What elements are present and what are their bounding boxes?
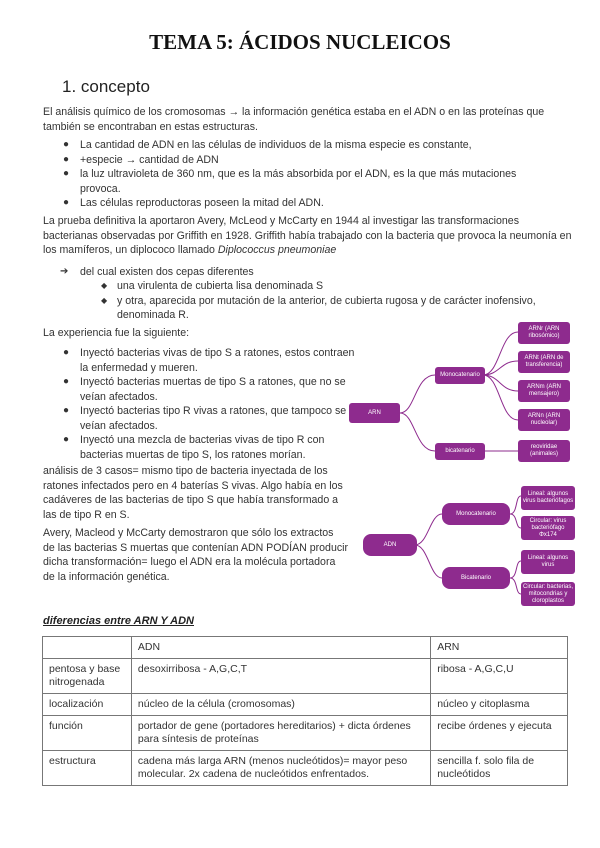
section-heading: 1. concepto: [62, 77, 150, 96]
avery-paragraph: [43, 214, 573, 258]
adn-leaf-node: Lineal: algunos virus bacteriófagos: [521, 486, 575, 510]
sub-item-text: y otra, aparecida por mutación de la anterior, de cubierta rugosa y de carácter inofensivo, denominada R.: [117, 294, 536, 321]
table-row: [43, 751, 568, 786]
diamond-bullet-icon: ◆: [101, 281, 108, 290]
list-item-text: Las células reproductoras poseen la mitad del ADN.: [80, 197, 324, 209]
arrow-item: [60, 265, 570, 280]
list-item: ● +especie → cantidad de ADN: [63, 153, 219, 166]
adn-leaf-node: Circular: virus bacteriófago Φx174: [521, 516, 575, 540]
list-item-text: Inyectó bacterias tipo R vivas a ratones, que tampoco se veían afectados.: [80, 405, 347, 432]
arn-leaf-node: reoviridae (animales): [518, 440, 570, 462]
diamond-bullet-icon: ◆: [101, 295, 108, 305]
list-item-text: +especie → cantidad de ADN: [80, 153, 219, 166]
adn-leaf-node: Circular: bacterias, mitocondrias y cloroplastos: [521, 582, 575, 606]
sub-list: [101, 279, 572, 323]
analisis-paragraph: análisis de 3 casos= mismo tipo de bacteria inyectada de los ratones infectados pero en 4 baterías S vivas. Algo había en los cadáveres de las bacterias de tipo S que había transformado a las de tipo R en S.: [43, 465, 343, 521]
list-item: ● Inyectó bacterias vivas de tipo S a ratones, estos contraen la enfermedad y mueren.: [63, 347, 355, 374]
table-cell: función: [43, 716, 132, 751]
bullet-list-1: [63, 138, 570, 211]
table-row: [43, 659, 568, 694]
arn-monocatenario-node: Monocatenario: [435, 367, 485, 384]
list-item-text: Inyectó bacterias muertas de tipo S a ratones, que no se veían afectados.: [80, 376, 346, 403]
list-item-text: Inyectó una mezcla de bacterias vivas de tipo R con bacterias muertas de tipo S, los ratones morían.: [80, 434, 325, 461]
table-header-cell: ARN: [431, 637, 568, 659]
sub-item: [101, 279, 572, 294]
table-header-cell: ADN: [131, 637, 430, 659]
table-cell: cadena más larga ARN (menos nucleótidos)= mayor peso molecular. 2x cadena de nucleótidos enfrentados.: [131, 751, 430, 786]
arn-leaf-node: ARNn (ARN nucleolar): [518, 409, 570, 431]
page-title: TEMA 5: ÁCIDOS NUCLEICOS: [149, 30, 451, 54]
list-item-text: Inyectó bacterias vivas de tipo S a ratones, estos contraen la enfermedad y mueren.: [80, 347, 355, 374]
arn-leaf-node: ARNm (ARN mensajero): [518, 380, 570, 402]
table-row: [43, 694, 568, 716]
table-cell: localización: [43, 694, 132, 716]
arrow-list: [60, 265, 570, 280]
arn-leaf-node: ARNt (ARN de transferencia): [518, 351, 570, 373]
table-cell: recibe órdenes y ejecuta: [431, 716, 568, 751]
list-item-text: la luz ultravioleta de 360 nm, que es la más absorbida por el ADN, es la que más mutaciones provoca.: [80, 168, 517, 195]
table-row: [43, 716, 568, 751]
differences-table: [42, 636, 568, 786]
table-cell: estructura: [43, 751, 132, 786]
table-header-cell: [43, 637, 132, 659]
sub-item-text: una virulenta de cubierta lisa denominada S: [117, 280, 324, 292]
table-cell: pentosa y base nitrogenada: [43, 659, 132, 694]
arn-bicatenario-node: bicatenario: [435, 443, 485, 460]
differences-title: diferencias entre ARN Y ADN: [43, 615, 194, 627]
list-item: ● Las células reproductoras poseen la mitad del ADN.: [63, 197, 324, 209]
list-item: ● Inyectó una mezcla de bacterias vivas de tipo R con bacterias muertas de tipo S, los ratones morían.: [63, 434, 325, 461]
table-header-row: [43, 637, 568, 659]
avery-text: La prueba definitiva la aportaron Avery, McLeod y McCarty en 1944 al investigar las transformaciones bacterianas observadas por Griffith en 1928. Griffith había trabajado con la bacteria que provoca la neumonía en los mamíferos, un diplococo llamado: [43, 215, 572, 256]
adn-monocatenario-node: Monocatenario: [442, 503, 510, 525]
table-cell: sencilla f. solo fila de nucleótidos: [431, 751, 568, 786]
table-cell: núcleo de la célula (cromosomas): [131, 694, 430, 716]
adn-root-node: ADN: [363, 534, 417, 556]
arn-root-node: ARN: [349, 403, 400, 423]
list-item: ● la luz ultravioleta de 360 nm, que es la más absorbida por el ADN, es la que más mutaciones provoca.: [63, 168, 517, 195]
experiencia-label: La experiencia fue la siguiente:: [43, 327, 190, 339]
intro-paragraph: El análisis químico de los cromosomas → la información genética estaba en el ADN o en las proteínas que también se encontraban en estas estructuras.: [43, 106, 545, 133]
adn-bicatenario-node: Bicatenario: [442, 567, 510, 589]
arrow-icon: ➔: [60, 266, 69, 277]
arrow-item-text: del cual existen dos cepas diferentes: [80, 266, 254, 278]
table-cell: núcleo y citoplasma: [431, 694, 568, 716]
list-item: ● Inyectó bacterias muertas de tipo S a ratones, que no se veían afectados.: [63, 376, 346, 403]
list-item: ● La cantidad de ADN en las células de individuos de la misma especie es constante,: [63, 139, 472, 151]
table-cell: ribosa - A,G,C,U: [431, 659, 568, 694]
table-cell: portador de gene (portadores hereditarios) + dicta órdenes para síntesis de proteínas: [131, 716, 430, 751]
list-item-text: La cantidad de ADN en las células de individuos de la misma especie es constante,: [80, 139, 472, 151]
list-item: ● Inyectó bacterias tipo R vivas a ratones, que tampoco se veían afectados.: [63, 405, 347, 432]
adn-leaf-node: Lineal: algunos virus: [521, 550, 575, 574]
bullet-list-2: [63, 346, 363, 462]
table-cell: desoxirribosa - A,G,C,T: [131, 659, 430, 694]
conclusion-paragraph: Avery, Macleod y McCarty demostraron que sólo los extractos de las bacterias S muertas que contenían ADN PODÍAN producir dicha transformación= luego el ADN era la molécula portadora de la información genética.: [43, 527, 349, 583]
species-name: Diplococcus pneumoniae: [217, 244, 337, 256]
arn-leaf-node: ARNr (ARN ribosómico): [518, 322, 570, 344]
